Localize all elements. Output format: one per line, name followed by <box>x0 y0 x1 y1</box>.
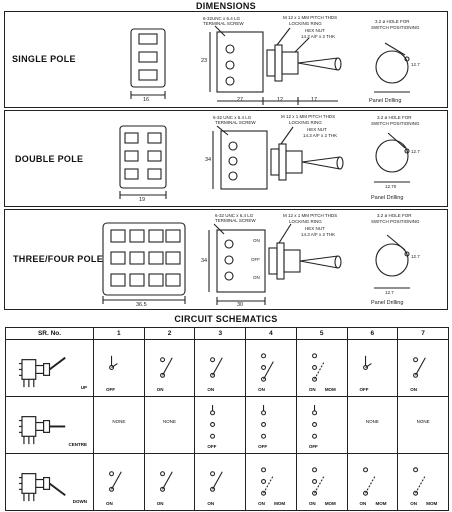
schematic-cell <box>398 340 449 397</box>
schematic-cell <box>94 397 145 454</box>
len-dim-bushing: 12 <box>277 97 284 103</box>
contact-diagram-icon <box>145 454 195 510</box>
state-label: ON <box>359 501 367 506</box>
schematics-table <box>5 327 449 511</box>
state-label: OFF <box>308 444 318 449</box>
panel-label: DOUBLE POLE <box>15 154 84 164</box>
hex-nut-note: HEX NUT <box>305 226 325 231</box>
drill-dim-v: 12.7 <box>411 254 420 259</box>
position-cell <box>6 340 94 397</box>
hex-nut-note: HEX NUT <box>307 127 327 132</box>
locking-ring-note: LOCKING RING <box>289 219 322 224</box>
len-dim-lever: 17 <box>311 97 318 103</box>
hex-size-note: 14.3 A/F x 2 THK <box>301 232 336 237</box>
state-label: ON <box>308 501 316 506</box>
schematic-cell <box>144 454 195 511</box>
height-dim: 34 <box>201 258 208 264</box>
locking-ring-note: LOCKING RING <box>289 120 322 125</box>
contact-diagram-icon <box>297 454 347 510</box>
hole-note: 3.2 ø HOLE FOR <box>375 19 410 24</box>
width-dim: 19 <box>139 197 146 203</box>
position-label: UP <box>80 385 87 390</box>
contact-diagram-icon <box>398 454 448 510</box>
col-header: 7 <box>398 328 449 340</box>
schematic-cell <box>296 454 347 511</box>
dimensions-title: DIMENSIONS <box>195 1 256 11</box>
position-cell <box>6 397 94 454</box>
panel-label: SINGLE POLE <box>12 54 76 64</box>
contact-diagram-icon <box>348 340 398 396</box>
schematic-cell <box>195 340 246 397</box>
hole-note-2: SWITCH POSITIONING <box>371 219 420 224</box>
hole-note: 3.2 ø HOLE FOR <box>377 115 412 120</box>
height-dim: 34 <box>205 157 212 163</box>
schematic-cell <box>94 340 145 397</box>
schematic-cell <box>195 397 246 454</box>
hex-size-note: 14.3 A/F x 2 THK <box>303 133 338 138</box>
schematic-cell <box>347 454 398 511</box>
state-label: MOM <box>324 387 336 392</box>
position-label: DOWN <box>72 499 87 504</box>
len-dim-body: 30 <box>237 302 244 308</box>
contact-diagram-icon <box>145 340 195 396</box>
screw-note-2: TERMINAL SCREW <box>215 120 256 125</box>
state-label: ON <box>156 501 164 506</box>
state-label: ON <box>207 501 215 506</box>
drill-dim-v: 12.7 <box>411 149 420 154</box>
contact-diagram-icon <box>398 340 448 396</box>
schematic-cell <box>246 454 297 511</box>
schematic-cell <box>347 397 398 454</box>
panel-double-pole <box>4 110 448 207</box>
hole-note-2: SWITCH POSITIONING <box>371 121 420 126</box>
contact-diagram-icon <box>94 454 144 510</box>
len-dim-body: 27 <box>237 97 244 103</box>
state-label: ON <box>410 501 417 506</box>
none-label: NONE <box>365 419 379 424</box>
schematic-cell <box>398 454 449 511</box>
sr-no-header: SR. No. <box>6 328 94 340</box>
schematics-title: CIRCUIT SCHEMATICS <box>174 314 278 324</box>
drill-dim-h: 12.7 <box>385 290 394 295</box>
thread-note: M 12 x 1 MM PITCH THDS <box>283 213 338 218</box>
state-label: ON <box>156 387 164 392</box>
schematic-cell <box>195 454 246 511</box>
drill-dim-v: 12.7 <box>411 62 420 67</box>
contact-diagram-icon <box>94 340 144 396</box>
state-label: ON <box>258 501 265 506</box>
state-label: MOM <box>375 501 387 506</box>
panel-three-four-pole <box>4 209 448 310</box>
contact-diagram-icon <box>246 340 296 396</box>
thread-note: M 12 x 1 MM PITCH THDS <box>281 114 336 119</box>
state-label: MOM <box>274 501 286 506</box>
width-dim: 36.5 <box>136 302 147 308</box>
contact-diagram-icon <box>297 397 347 453</box>
contact-diagram-icon <box>348 454 398 510</box>
state-label: MOM <box>426 501 438 506</box>
state-label: ON <box>106 501 113 506</box>
state-label: ON <box>258 387 265 392</box>
locking-ring-note: LOCKING RING <box>289 21 322 26</box>
col-header: 3 <box>195 328 246 340</box>
contact-diagram-icon <box>246 454 296 510</box>
contact-diagram-icon <box>246 397 296 453</box>
side-label-off: OFF <box>251 257 260 262</box>
schematic-cell <box>144 340 195 397</box>
hole-note: 3.2 ø HOLE FOR <box>377 213 412 218</box>
screw-note-2: TERMINAL SCREW <box>203 21 244 26</box>
panel-single-pole <box>4 11 448 108</box>
schematic-cell <box>144 397 195 454</box>
contact-diagram-icon <box>195 340 245 396</box>
contact-diagram-icon <box>195 454 245 510</box>
schematic-cell <box>398 397 449 454</box>
state-label: ON <box>410 387 417 392</box>
schematics-header-row <box>6 328 449 340</box>
schematic-cell <box>347 340 398 397</box>
schematic-row <box>6 397 449 454</box>
screw-note: 6-32 UNC x 6.4 LG <box>213 115 252 120</box>
hex-size-note: 14.3 A/F x 2 THK <box>301 34 336 39</box>
state-label: ON <box>308 387 316 392</box>
thread-note: M 12 x 1 MM PITCH THDS <box>283 15 338 20</box>
col-header: 1 <box>94 328 145 340</box>
side-label-on: ON <box>253 238 260 243</box>
schematic-row <box>6 340 449 397</box>
none-label: NONE <box>163 419 177 424</box>
schematic-cell <box>246 397 297 454</box>
col-header: 2 <box>144 328 195 340</box>
col-header: 5 <box>296 328 347 340</box>
three-four-pole-drawing <box>5 210 449 311</box>
schematic-row <box>6 454 449 511</box>
state-label: MOM <box>324 501 336 506</box>
hex-nut-note: HEX NUT <box>305 28 325 33</box>
drill-dim-h: 12.70 <box>385 184 397 189</box>
position-cell <box>6 454 94 511</box>
panel-drilling-label: Panel Drilling <box>371 195 404 201</box>
panel-drilling-label: Panel Drilling <box>369 98 402 104</box>
panel-drilling-label: Panel Drilling <box>371 300 404 306</box>
side-label-on-2: ON <box>253 275 260 280</box>
schematic-cell <box>296 340 347 397</box>
state-label: ON <box>207 387 215 392</box>
none-label: NONE <box>112 419 126 424</box>
screw-note: 6-32 UNC x 6.4 LG <box>215 213 254 218</box>
schematic-cell <box>246 340 297 397</box>
contact-diagram-icon <box>195 397 245 453</box>
state-label: OFF <box>106 387 115 392</box>
col-header: 6 <box>347 328 398 340</box>
panel-label: THREE/FOUR POLE <box>13 254 104 264</box>
state-label: OFF <box>359 387 369 392</box>
width-dim: 16 <box>143 97 150 103</box>
position-label: CENTRE <box>68 442 87 447</box>
state-label: OFF <box>207 444 217 449</box>
screw-note-2: TERMINAL SCREW <box>215 218 256 223</box>
state-label: OFF <box>258 444 268 449</box>
hole-note-2: SWITCH POSITIONING <box>371 25 420 30</box>
col-header: 4 <box>246 328 297 340</box>
none-label: NONE <box>416 419 430 424</box>
height-dim: 23 <box>201 58 208 64</box>
schematic-cell <box>296 397 347 454</box>
contact-diagram-icon <box>297 340 347 396</box>
screw-note: 6-32UNC x 6.4 LG <box>203 16 241 21</box>
schematic-cell <box>94 454 145 511</box>
